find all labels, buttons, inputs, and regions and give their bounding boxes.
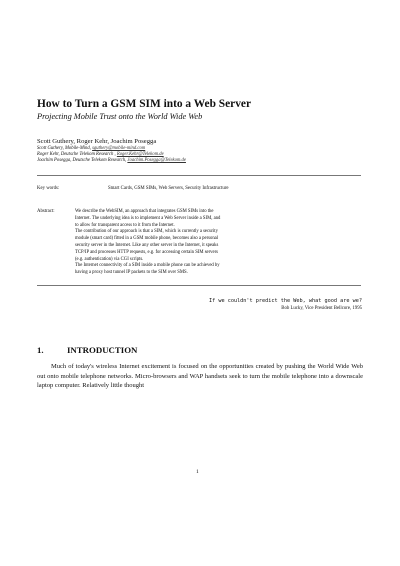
keywords-label: Key words: [37,186,60,191]
abstract-line: TCP/IP and processes HTTP requests, e.g. for accessing certain SIM servers [75,249,218,255]
abstract-line: (e.g. authentication) via CGI scripts. [75,256,144,262]
section-heading: INTRODUCTION [67,345,138,355]
abstract-line: to allow for transparent access to it from the Internet. [75,222,175,228]
abstract-line: We describe the WebSIM, an approach that integrates GSM SIMs into the [75,209,214,214]
intro-paragraph [37,362,363,391]
affiliation-text: Joachim Posegga, Deutsche Telekom Research, [37,158,128,163]
intro-text: Much of today's wireless Internet excitement is focused on the opportunities created by pushing the World Wide Web out onto mobile telephone networks. Micro-browsers and WAP handsets seek to turn the mobile telephone into a downscale laptop computer. Relatively little thought [37,363,363,390]
email-link[interactable]: Roger.Kehr@Telekom.de [116,152,164,157]
header-divider-bottom [37,285,361,286]
abstract-line: The contribution of our approach is that a SIM, which is currently a security [75,229,218,235]
abstract-line: security server in the Internet. Like any other server in the Internet, it speaks [75,242,219,248]
page-number: 1 [196,469,199,475]
affiliation-text: Scott Guthery, Mobile-Mind, [37,146,93,151]
paper-subtitle: Projecting Mobile Trust onto the World Wide Web [37,112,203,121]
abstract-line: having a proxy host tunnel IP packets to the SIM over SMS. [75,270,188,276]
keywords-text: Smart Cards, GSM SIMs, Web Servers, Security Infrastructure [108,186,229,191]
email-link[interactable]: Joachim.Posegga@Telekom.de [127,158,186,163]
header-divider-top [37,175,361,176]
affiliation-posegga [37,158,186,164]
affiliation-text: Roger Kehr, Deutsche Telekom Research , [37,152,117,157]
email-link[interactable]: sguthery@mobile-mind.com [92,146,146,151]
abstract-line: The Internet connectivity of a SIM inside a mobile phone can be achieved by [75,263,220,269]
abstract-label: Abstract: [37,209,55,214]
paper-title: How to Turn a GSM SIM into a Web Server [37,98,252,110]
abstract-body [75,209,275,277]
section-number: 1. [37,345,44,355]
epigraph-quote: If we couldn't predict the Web, what good are we? [208,298,362,304]
author-list: Scott Guthery, Roger Kehr, Joachim Posegga [37,138,157,145]
abstract-line: Internet. The underlying idea is to implement a Web Server inside a SIM, and [75,215,221,221]
epigraph-attribution: Bob Lucky, Vice President Bellcore, 1995 [281,306,362,311]
abstract-line: module (smart card) fitted in a GSM mobile phone, becomes also a personal [75,236,219,242]
